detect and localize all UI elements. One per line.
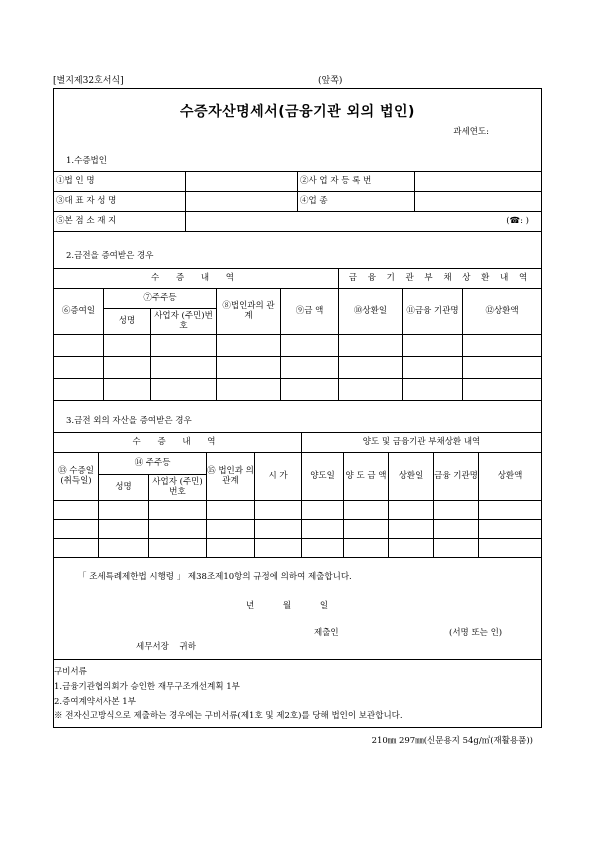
biz-reg-field[interactable]: [415, 172, 542, 192]
table-cell[interactable]: [149, 539, 207, 558]
section2-heading: 2.금전을 증여받은 경우: [66, 251, 154, 261]
table-cell[interactable]: [151, 357, 217, 379]
table-cell[interactable]: [434, 501, 479, 520]
s3-col-repay-amount: 상환액: [479, 453, 542, 501]
table-cell[interactable]: [104, 357, 151, 379]
s2-col-bank: ⑪금융 기관명: [403, 289, 463, 335]
table-cell[interactable]: [281, 335, 339, 357]
table-cell[interactable]: [54, 520, 99, 539]
table-cell[interactable]: [339, 335, 403, 357]
non-cash-gift-table: [53, 432, 542, 558]
tax-year-label: 과세연도:: [453, 127, 489, 137]
table-cell[interactable]: [403, 357, 463, 379]
table-cell[interactable]: [302, 520, 344, 539]
table-cell[interactable]: [302, 501, 344, 520]
table-cell[interactable]: [149, 501, 207, 520]
table-cell[interactable]: [207, 520, 255, 539]
submitter-label: 제출인: [314, 628, 339, 638]
table-row: [54, 539, 542, 558]
s2-col-repay-amount: ⑫상환액: [463, 289, 542, 335]
s3-col-transfer-date: 양도일: [302, 453, 344, 501]
table-cell[interactable]: [99, 501, 149, 520]
s2-col-repay-date: ⑩상환일: [339, 289, 403, 335]
table-cell[interactable]: [389, 520, 434, 539]
corp-name-label: ①법 인 명: [54, 172, 186, 192]
table-cell[interactable]: [479, 520, 542, 539]
paper-spec: 210㎜ 297㎜(신문용지 54g/㎡(재활용품)): [371, 736, 533, 746]
table-cell[interactable]: [479, 539, 542, 558]
table-cell[interactable]: [463, 357, 542, 379]
table-cell[interactable]: [344, 501, 389, 520]
rep-name-label: ③대 표 자 성 명: [54, 192, 186, 212]
business-type-label: ④업 종: [298, 192, 415, 212]
table-cell[interactable]: [207, 539, 255, 558]
table-cell[interactable]: [54, 539, 99, 558]
recipient-label: 세무서장 귀하: [136, 642, 196, 652]
table-cell[interactable]: [302, 539, 344, 558]
s3-col-donor: ⑭ 주주등: [99, 453, 207, 475]
table-cell[interactable]: [339, 379, 403, 401]
table-cell[interactable]: [344, 539, 389, 558]
declaration-date: 년 월 일: [246, 601, 329, 611]
s2-col-donor: ⑦주주등: [104, 289, 217, 309]
table-cell[interactable]: [463, 335, 542, 357]
phone-label: (☎: ): [506, 215, 529, 226]
declaration-statement: 「 조세특례제한법 시행령 」 제38조제10항의 규정에 의하여 제출합니다.: [78, 572, 352, 582]
s2-col-name: 성명: [104, 309, 151, 335]
table-cell[interactable]: [217, 379, 281, 401]
table-row: [54, 357, 542, 379]
form-number: [별지제32호서식]: [53, 76, 124, 86]
table-cell[interactable]: [217, 335, 281, 357]
table-cell[interactable]: [344, 520, 389, 539]
form-title: 수증자산명세서(금융기관 외의 법인): [180, 104, 415, 120]
attachment-item-1: 1.금융기관협의회가 승인한 재무구조개선계획 1부: [54, 682, 240, 692]
table-row: [54, 335, 542, 357]
table-cell[interactable]: [54, 335, 104, 357]
table-cell[interactable]: [104, 379, 151, 401]
form-container: [53, 88, 542, 728]
table-row: [54, 501, 542, 520]
table-cell[interactable]: [255, 539, 302, 558]
table-cell[interactable]: [54, 379, 104, 401]
s2-col-amount: ⑨금 액: [281, 289, 339, 335]
address-label: ⑤본 점 소 재 지: [54, 212, 186, 232]
corp-info-table: [53, 171, 542, 232]
table-cell[interactable]: [389, 501, 434, 520]
biz-reg-label: ②사 업 자 등 록 번: [298, 172, 415, 192]
s2-col-date: ⑥증여일: [54, 289, 104, 335]
table-cell[interactable]: [403, 379, 463, 401]
attachments-heading: 구비서류: [54, 667, 87, 677]
s2-receipt-group: 수 증 내 역: [54, 269, 339, 289]
table-cell[interactable]: [339, 357, 403, 379]
s3-col-relation: ⑮ 법인과 의관계: [207, 453, 255, 501]
table-row: [54, 520, 542, 539]
s3-receipt-group: 수 증 내 역: [54, 433, 302, 453]
table-cell[interactable]: [403, 335, 463, 357]
table-cell[interactable]: [281, 379, 339, 401]
section3-heading: 3.금전 외의 자산을 증여받은 경우: [66, 416, 192, 426]
s3-col-date: ⑬ 수증일 (취득일): [54, 453, 99, 501]
table-cell[interactable]: [99, 539, 149, 558]
s2-col-bizno: 사업자 (주민)번호: [151, 309, 217, 335]
table-cell[interactable]: [99, 520, 149, 539]
table-cell[interactable]: [54, 357, 104, 379]
table-cell[interactable]: [54, 501, 99, 520]
signature-label: (서명 또는 인): [449, 628, 503, 638]
table-cell[interactable]: [434, 520, 479, 539]
divider: [54, 659, 541, 660]
s2-repay-group: 금 융 기 관 부 채 상 환 내 역: [339, 269, 542, 289]
table-cell[interactable]: [255, 501, 302, 520]
section1-heading: 1.수증법인: [66, 156, 107, 166]
s3-col-repay-date: 상환일: [389, 453, 434, 501]
s3-col-price: 시 가: [255, 453, 302, 501]
business-type-field[interactable]: [415, 192, 542, 212]
table-row: [54, 379, 542, 401]
attachment-note: ※ 전자신고방식으로 제출하는 경우에는 구비서류(제1호 및 제2호)를 당해 법인이 보관합니다.: [54, 711, 403, 721]
corp-name-field[interactable]: [186, 172, 298, 192]
s3-col-bank: 금융 기관명: [434, 453, 479, 501]
attachment-item-2: 2.증여계약서사본 1부: [54, 697, 136, 707]
address-field[interactable]: [186, 212, 542, 232]
table-cell[interactable]: [104, 335, 151, 357]
table-cell[interactable]: [217, 357, 281, 379]
s3-col-name: 성명: [99, 475, 149, 501]
table-cell[interactable]: [463, 379, 542, 401]
table-cell[interactable]: [479, 501, 542, 520]
table-cell[interactable]: [151, 335, 217, 357]
table-cell[interactable]: [434, 539, 479, 558]
s3-col-bizno: 사업자 (주민)번호: [149, 475, 207, 501]
table-cell[interactable]: [255, 520, 302, 539]
s2-col-relation: ⑧법인과의 관 계: [217, 289, 281, 335]
rep-name-field[interactable]: [186, 192, 298, 212]
table-cell[interactable]: [389, 539, 434, 558]
page-side: (앞쪽): [318, 76, 343, 86]
table-cell[interactable]: [281, 357, 339, 379]
s3-col-transfer-amount: 양 도 금 액: [344, 453, 389, 501]
table-cell[interactable]: [151, 379, 217, 401]
cash-gift-table: [53, 268, 542, 401]
table-cell[interactable]: [149, 520, 207, 539]
table-cell[interactable]: [207, 501, 255, 520]
s3-repay-group: 양도 및 금융기관 부채상환 내역: [302, 433, 542, 453]
